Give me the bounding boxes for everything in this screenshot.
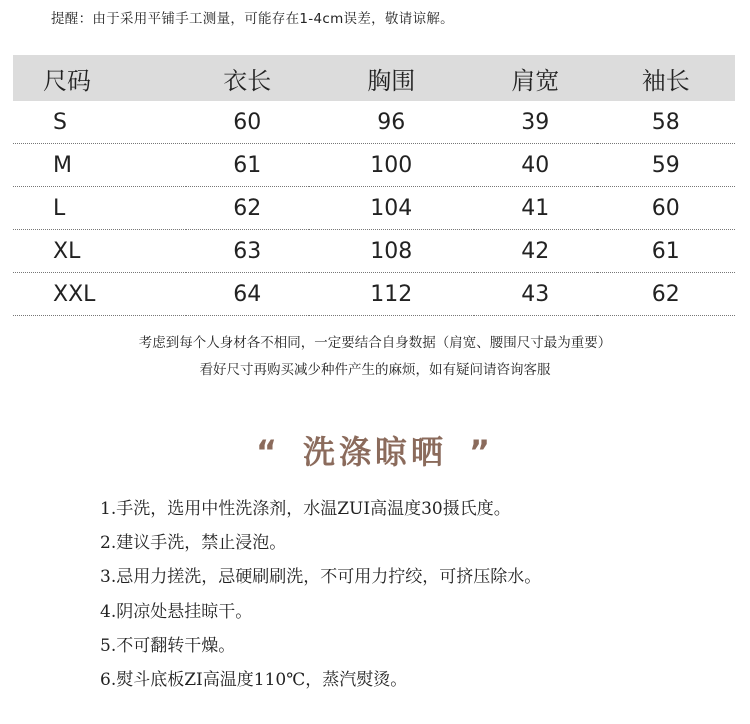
customer-service-note: 看好尺寸再购买减少种件产生的麻烦，如有疑问请咨询客服 — [199, 362, 551, 378]
list-item: 6.熨斗底板ZI高温度110℃，蒸汽熨烫。 — [100, 669, 408, 690]
list-item: 1.手洗，选用中性洗涤剂，水温ZUI高温度30摄氏度。 — [100, 499, 511, 519]
list-item: 3.忌用力搓洗，忌硬刷刷洗，不可用力拧绞，可挤压除水。 — [100, 567, 542, 588]
header-chest: 胸围 — [367, 66, 416, 95]
wash-title-text: 洗涤晾晒 — [302, 433, 447, 471]
header-size: 尺码 — [43, 66, 91, 95]
cell-sleeve: 61 — [597, 230, 735, 273]
cell-chest: 112 — [309, 273, 474, 316]
table-row — [13, 230, 735, 273]
cell-chest: 108 — [309, 230, 474, 273]
measurement-notice: 提醒：由于采用平铺手工测量，可能存在1-4cm误差，敬请谅解。 — [51, 11, 454, 27]
table-row — [13, 187, 735, 230]
cell-sleeve: 60 — [597, 187, 735, 230]
cell-size: M — [13, 144, 186, 187]
cell-size: XL — [13, 230, 186, 273]
cell-shoulder: 43 — [474, 273, 597, 316]
cell-sleeve: 59 — [597, 144, 735, 187]
size-advice-note: 考虑到每个人身材各不相同，一定要结合自身数据（肩宽、腰围尺寸最为重要） — [138, 335, 612, 351]
open-quote: “ — [255, 433, 281, 471]
list-item: 5.不可翻转干燥。 — [100, 635, 236, 656]
wash-instructions-list — [100, 495, 541, 700]
cell-chest: 104 — [309, 187, 474, 230]
wash-section-title — [0, 427, 750, 473]
cell-chest: 96 — [309, 101, 474, 144]
cell-length: 63 — [186, 230, 309, 273]
cell-shoulder: 41 — [474, 187, 597, 230]
header-shoulder: 肩宽 — [511, 66, 560, 95]
cell-length: 61 — [186, 144, 309, 187]
cell-chest: 100 — [309, 144, 474, 187]
cell-length: 64 — [186, 273, 309, 316]
size-table-header — [13, 55, 735, 101]
header-sleeve: 袖长 — [641, 66, 690, 95]
size-chart-table — [13, 55, 735, 316]
cell-size: S — [13, 101, 186, 144]
table-row — [13, 273, 735, 316]
list-item: 4.阴凉处悬挂晾干。 — [100, 601, 253, 622]
cell-sleeve: 62 — [597, 273, 735, 316]
cell-shoulder: 39 — [474, 101, 597, 144]
cell-shoulder: 42 — [474, 230, 597, 273]
cell-shoulder: 40 — [474, 144, 597, 187]
table-row — [13, 101, 735, 144]
table-row — [13, 144, 735, 187]
cell-length: 60 — [186, 101, 309, 144]
cell-sleeve: 58 — [597, 101, 735, 144]
close-quote: ” — [469, 433, 495, 471]
cell-size: XXL — [13, 273, 186, 316]
list-item: 2.建议手洗，禁止浸泡。 — [100, 533, 287, 554]
cell-size: L — [13, 187, 186, 230]
cell-length: 62 — [186, 187, 309, 230]
header-length: 衣长 — [223, 66, 272, 95]
